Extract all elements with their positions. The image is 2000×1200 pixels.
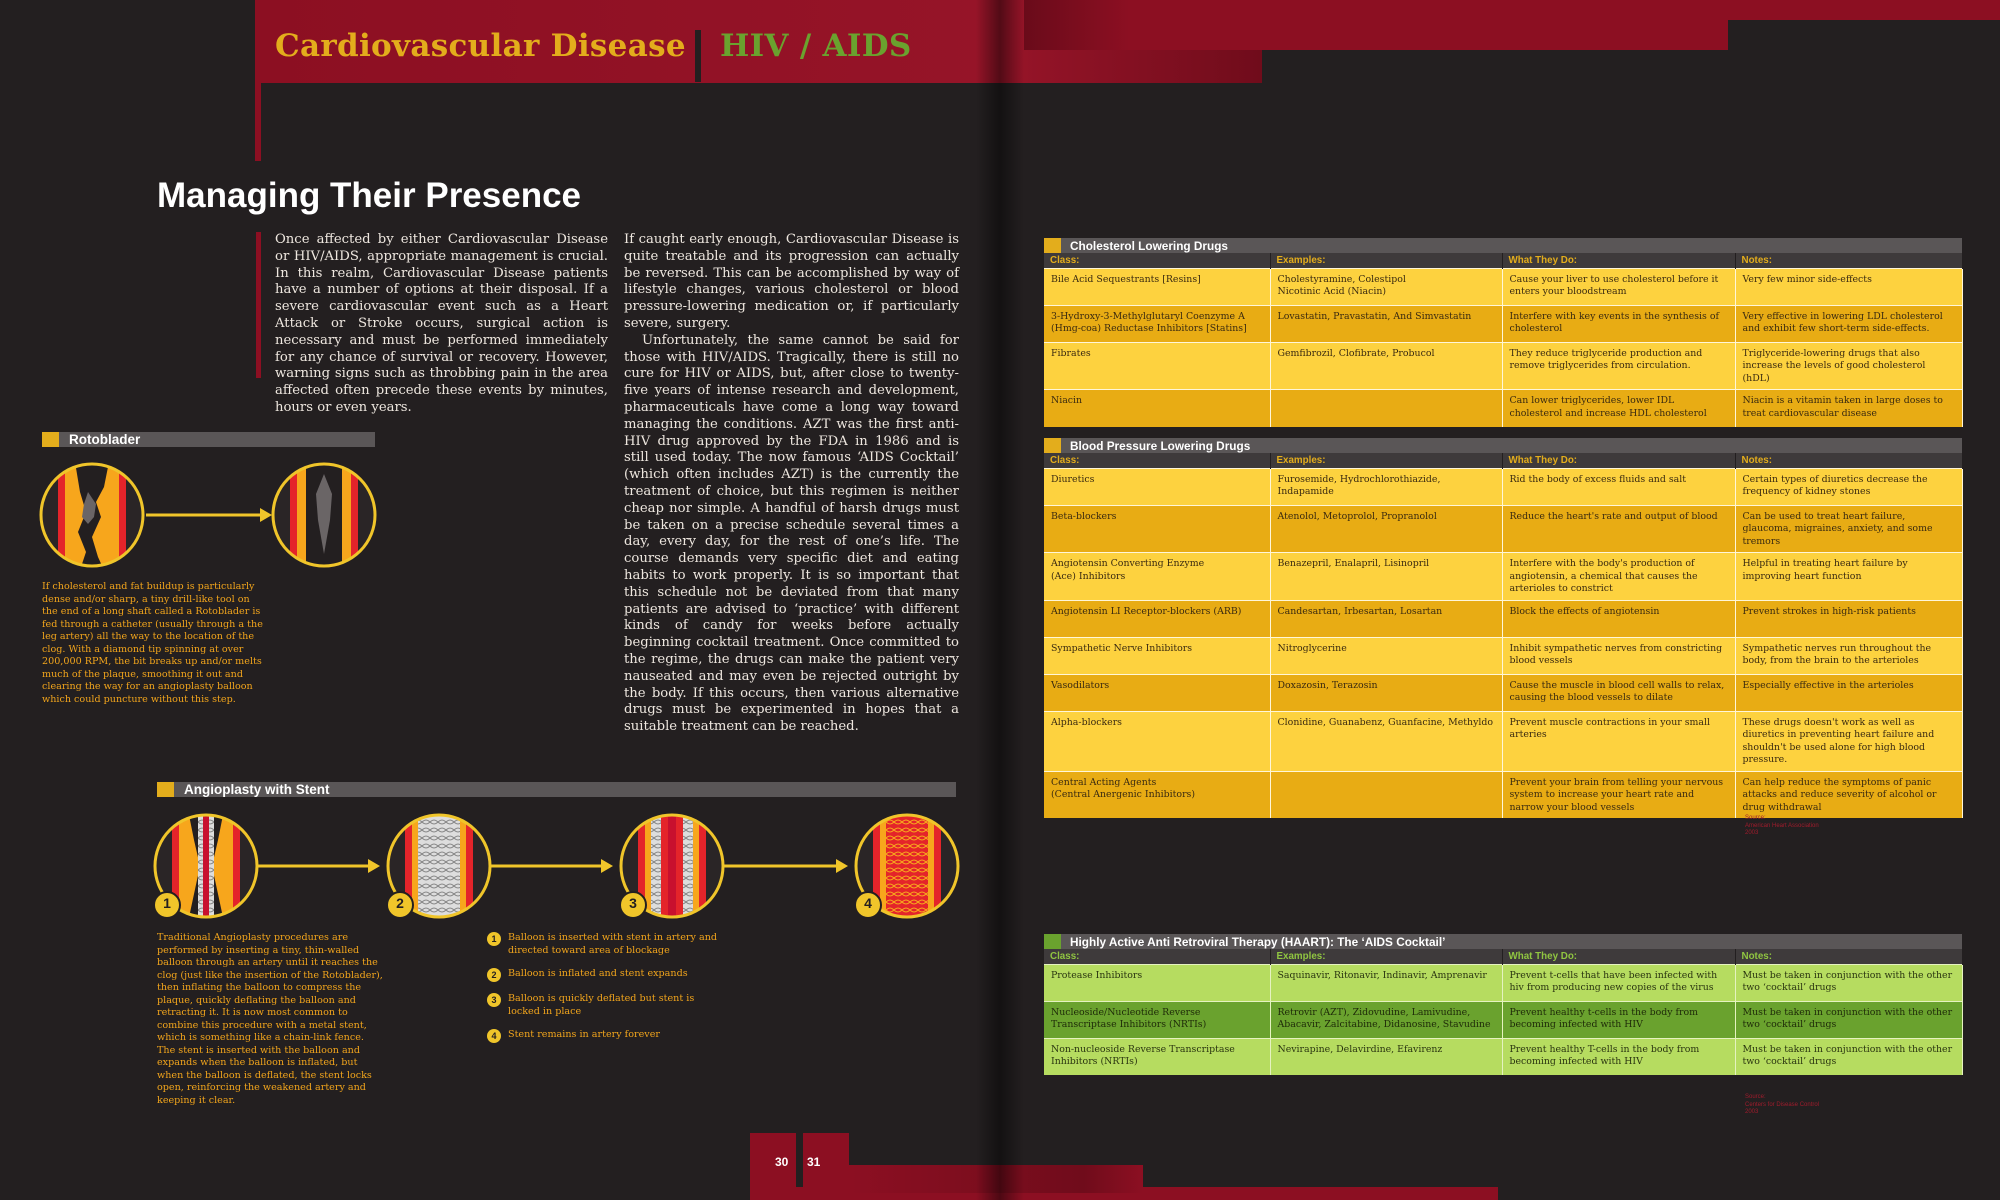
arrow-right-icon xyxy=(257,859,380,873)
table-cell: Protease Inhibitors xyxy=(1044,964,1270,1001)
table-cell: Interfere with key events in the synthesis of cholesterol xyxy=(1502,305,1735,342)
table-cell: Nitroglycerine xyxy=(1270,637,1502,674)
table-cell: Lovastatin, Pravastatin, And Simvastatin xyxy=(1270,305,1502,342)
table-cell: Alpha-blockers xyxy=(1044,711,1270,771)
table-row xyxy=(1044,637,1962,674)
data-table xyxy=(1044,253,1963,427)
table-cell: Candesartan, Irbesartan, Losartan xyxy=(1270,600,1502,637)
column-header: Notes: xyxy=(1735,453,1962,468)
table-cell: These drugs doesn't work as well as diuretics in preventing heart failure and shouldn't be used alone for high blood pressure. xyxy=(1735,711,1962,771)
table-cell: Prevent your brain from telling your nervous system to increase your heart rate and narrow your blood vessels xyxy=(1502,771,1735,818)
header-divider xyxy=(695,30,701,82)
column-header: Class: xyxy=(1044,453,1270,468)
column-header: Examples: xyxy=(1270,253,1502,268)
column-header: What They Do: xyxy=(1502,253,1735,268)
table-cell: Vasodilators xyxy=(1044,674,1270,711)
column-header: Examples: xyxy=(1270,453,1502,468)
body-paragraph-2: Unfortunately, the same cannot be said for those with HIV/AIDS. Tragically, there is still no cure for HIV or AIDS, but, after close to twenty-five years of intense research and development, pharmaceuticals have come a long way toward managing the conditions. AZT was the first anti-HIV drug approved by the FDA in 1986 and is still used today. The now famous ‘AIDS Cocktail’ (which often includes AZT) is the currently the treatment of choice, but this regimen is neither cheap nor simple. A handful of harsh drugs must be taken on a precise schedule several times a day, every day, for the rest of one’s life. The course demands very specific diet and eating habits to work properly. It is so important that this schedule not be deviated from that many patients are advised to ‘practice’ with different kinds of candy for weeks before actually beginning cocktail treatment. Once committed to the regime, the drugs can make the patient very nauseated and may even be rejected outright by the body. If this occurs, then various alternative drugs must be experimented in hopes that a suitable treatment can be reached. xyxy=(624,332,959,735)
arrow-right-icon xyxy=(490,859,613,873)
column-header: Class: xyxy=(1044,253,1270,268)
table-row xyxy=(1044,342,1962,390)
table-title-bar xyxy=(1044,238,1962,253)
blood-pressure-source: Source: American Heart Association 2003 xyxy=(1745,815,1819,836)
table-cell: Reduce the heart's rate and output of blood xyxy=(1502,505,1735,553)
table-cell: Gemfibrozil, Clofibrate, Probucol xyxy=(1270,342,1502,390)
table-row xyxy=(1044,468,1962,505)
table-header-row xyxy=(1044,253,1962,268)
table-body xyxy=(1044,268,1962,427)
column-header: Examples: xyxy=(1270,949,1502,964)
table-cell: Prevent strokes in high-risk patients xyxy=(1735,600,1962,637)
table-title-bar xyxy=(1044,438,1962,453)
table-header-row xyxy=(1044,949,1962,964)
intro-accent-bar xyxy=(256,232,261,378)
header-title-cardiovascular: Cardiovascular Disease xyxy=(275,28,686,64)
header-bar-right-tail xyxy=(1728,0,2000,20)
table-cell: Central Acting Agents (Central Anergenic Inhibitors) xyxy=(1044,771,1270,818)
table-cell: Benazepril, Enalapril, Lisinopril xyxy=(1270,553,1502,601)
table-cell: Saquinavir, Ritonavir, Indinavir, Amprenavir xyxy=(1270,964,1502,1001)
step-number-icon: 2 xyxy=(487,968,501,982)
table-row xyxy=(1044,553,1962,601)
table-row xyxy=(1044,1001,1962,1038)
body-column-right xyxy=(624,232,959,736)
step-item xyxy=(487,1029,727,1043)
angioplasty-steps-list xyxy=(487,932,727,1054)
step-badge-2: 2 xyxy=(396,895,404,911)
table-header-row xyxy=(1044,453,1962,468)
cholesterol-table-title: Cholesterol Lowering Drugs xyxy=(1070,238,1228,253)
page-number-tab-left xyxy=(750,1133,796,1193)
table-cell: Nucleoside/Nucleotide Reverse Transcriptase Inhibitors (NRTIs) xyxy=(1044,1001,1270,1038)
table-cell xyxy=(1270,390,1502,427)
table-cell: Fibrates xyxy=(1044,342,1270,390)
step-badge-4: 4 xyxy=(864,895,872,911)
table-row xyxy=(1044,1038,1962,1075)
column-header: Notes: xyxy=(1735,253,1962,268)
table-cell: Certain types of diuretics decrease the frequency of kidney stones xyxy=(1735,468,1962,505)
table-cell: Doxazosin, Terazosin xyxy=(1270,674,1502,711)
section-marker xyxy=(1044,238,1061,253)
table-cell: Furosemide, Hydrochlorothiazide, Indapamide xyxy=(1270,468,1502,505)
page-fold-shadow xyxy=(976,0,1024,1200)
step-text: Balloon is inserted with stent in artery and directed toward area of blockage xyxy=(508,932,718,956)
table-cell: Prevent healthy T-cells in the body from becoming infected with HIV xyxy=(1502,1038,1735,1075)
table-cell: Prevent t-cells that have been infected with hiv from producing new copies of the virus xyxy=(1502,964,1735,1001)
step-item xyxy=(487,993,727,1018)
angioplasty-diagram xyxy=(150,810,965,922)
angioplasty-title: Angioplasty with Stent xyxy=(184,782,330,797)
step-badge-3: 3 xyxy=(629,895,637,911)
header-notch xyxy=(261,83,1262,86)
table-cell: Bile Acid Sequestrants [Resins] xyxy=(1044,268,1270,305)
section-marker xyxy=(1044,934,1061,949)
column-header: What They Do: xyxy=(1502,949,1735,964)
data-table xyxy=(1044,949,1963,1075)
table-row xyxy=(1044,771,1962,818)
step-number-icon: 1 xyxy=(487,932,501,946)
page-title: Managing Their Presence xyxy=(157,176,582,215)
arrow-right-icon xyxy=(723,859,848,873)
table-cell: Very effective in lowering LDL cholesterol and exhibit few short-term side-effects. xyxy=(1735,305,1962,342)
table-row xyxy=(1044,268,1962,305)
table-cell: Diuretics xyxy=(1044,468,1270,505)
table-body xyxy=(1044,468,1962,818)
step-text: Balloon is quickly deflated but stent is locked in place xyxy=(508,993,695,1017)
rotoblader-section-bar xyxy=(42,432,375,447)
angioplasty-caption: Traditional Angioplasty procedures are performed by inserting a tiny, thin-walled balloon through an artery until it reaches the clog (just like the insertion of the Rotoblader), then inflating the balloon to compress the plaque, quickly deflating the balloon and retracting it. It is now most common to combine this procedure with a metal stent, which is something like a chain-link fence. The stent is inserted with the balloon and expands when the balloon is inflated, but when the balloon is deflated, the stent locks open, reinforcing the weakened artery and keeping it clear. xyxy=(157,932,383,1106)
table-cell: Angiotensin Converting Enzyme (Ace) Inhibitors xyxy=(1044,553,1270,601)
column-header: What They Do: xyxy=(1502,453,1735,468)
section-marker xyxy=(1044,438,1061,453)
table-cell: Triglyceride-lowering drugs that also increase the levels of good cholesterol (hDL) xyxy=(1735,342,1962,390)
column-header: Notes: xyxy=(1735,949,1962,964)
table-row xyxy=(1044,390,1962,427)
artery-cleared-icon xyxy=(268,462,383,570)
rotoblader-title: Rotoblader xyxy=(69,432,141,447)
footer-bar-right xyxy=(1143,1187,1498,1200)
blood-pressure-table xyxy=(1044,438,1962,818)
table-cell: Interfere with the body's production of angiotensin, a chemical that causes the arterioles to constrict xyxy=(1502,553,1735,601)
table-cell: Very few minor side-effects xyxy=(1735,268,1962,305)
data-table xyxy=(1044,453,1963,818)
table-cell: Nevirapine, Delavirdine, Efavirenz xyxy=(1270,1038,1502,1075)
table-body xyxy=(1044,964,1962,1075)
haart-source: Source: Centers for Disease Control 2003 xyxy=(1745,1094,1820,1115)
table-cell: Sympathetic nerves run throughout the body, from the brain to the arterioles xyxy=(1735,637,1962,674)
blood-pressure-table-title: Blood Pressure Lowering Drugs xyxy=(1070,438,1251,453)
step-item xyxy=(487,932,727,957)
table-row xyxy=(1044,711,1962,771)
table-cell: Prevent muscle contractions in your small arteries xyxy=(1502,711,1735,771)
section-marker xyxy=(42,432,59,447)
header-bar-right xyxy=(1024,0,1728,50)
table-cell: Cholestyramine, Colestipol Nicotinic Acid (Niacin) xyxy=(1270,268,1502,305)
table-title-bar xyxy=(1044,934,1962,949)
step-number-icon: 4 xyxy=(487,1029,501,1043)
table-cell: Can lower triglycerides, lower IDL cholesterol and increase HDL cholesterol xyxy=(1502,390,1735,427)
table-cell: Sympathetic Nerve Inhibitors xyxy=(1044,637,1270,674)
table-cell: Atenolol, Metoprolol, Propranolol xyxy=(1270,505,1502,553)
table-cell: Can help reduce the symptoms of panic attacks and reduce severity of alcohol or drug withdrawal xyxy=(1735,771,1962,818)
cholesterol-table xyxy=(1044,238,1962,427)
table-cell: Can be used to treat heart failure, glaucoma, migraines, anxiety, and some tremors xyxy=(1735,505,1962,553)
step-item xyxy=(487,968,727,982)
table-cell xyxy=(1270,771,1502,818)
haart-table xyxy=(1044,934,1962,1075)
table-cell: Angiotensin LI Receptor-blockers (ARB) xyxy=(1044,600,1270,637)
table-row xyxy=(1044,674,1962,711)
page-number-right: 31 xyxy=(807,1155,821,1169)
table-row xyxy=(1044,505,1962,553)
rotoblader-caption: If cholesterol and fat buildup is particularly dense and/or sharp, a tiny drill-like tool on the end of a long shaft called a Rotoblader is fed through a catheter (usually through a the leg artery) all the way to the location of the clog. With a diamond tip spinning at over 200,000 RPM, the bit breaks up and/or melts much of the plaque, smoothing it out and clearing the way for an angioplasty balloon which could puncture without this step. xyxy=(42,581,263,705)
table-cell: Block the effects of angiotensin xyxy=(1502,600,1735,637)
angioplasty-section-bar xyxy=(157,782,956,797)
table-cell: They reduce triglyceride production and remove triglycerides from circulation. xyxy=(1502,342,1735,390)
table-cell: Beta-blockers xyxy=(1044,505,1270,553)
footer-right-step xyxy=(849,1165,1143,1193)
table-row xyxy=(1044,600,1962,637)
step-text: Stent remains in artery forever xyxy=(508,1029,660,1040)
table-row xyxy=(1044,964,1962,1001)
table-cell: Non-nucleoside Reverse Transcriptase Inhibitors (NRTIs) xyxy=(1044,1038,1270,1075)
page-number-left: 30 xyxy=(775,1155,789,1169)
intro-paragraph: Once affected by either Cardiovascular Disease or HIV/AIDS, appropriate management is crucial. In this realm, Cardiovascular Disease patients have a number of options at their disposal. If a severe cardiovascular event such as a Heart Attack or Stroke occurs, surgical action is necessary and must be performed immediately for any chance of survival or recovery. However, warning signs such as throbbing pain in the area affected often precede these events by minutes, hours or even years. xyxy=(275,232,608,415)
step-number-icon: 3 xyxy=(487,993,501,1007)
table-cell: Cause the muscle in blood cell walls to relax, causing the blood vessels to dilate xyxy=(1502,674,1735,711)
table-cell: Helpful in treating heart failure by improving heart function xyxy=(1735,553,1962,601)
body-paragraph-1: If caught early enough, Cardiovascular Disease is quite treatable and its progression can actually be reversed. This can be accomplished by way of lifestyle changes, various cholesterol or blood pressure-lowering medication or, if particularly severe, surgery. xyxy=(624,232,959,331)
column-header: Class: xyxy=(1044,949,1270,964)
header-title-hiv-aids: HIV / AIDS xyxy=(720,28,912,64)
table-cell: Inhibit sympathetic nerves from constricting blood vessels xyxy=(1502,637,1735,674)
table-cell: Clonidine, Guanabenz, Guanfacine, Methyldo xyxy=(1270,711,1502,771)
table-cell: Cause your liver to use cholesterol before it enters your bloodstream xyxy=(1502,268,1735,305)
table-cell: Rid the body of excess fluids and salt xyxy=(1502,468,1735,505)
step-badge-1: 1 xyxy=(163,895,171,911)
table-cell: Niacin xyxy=(1044,390,1270,427)
table-row xyxy=(1044,305,1962,342)
header-left-stub xyxy=(255,83,261,161)
section-marker xyxy=(157,782,174,797)
table-cell: Must be taken in conjunction with the other two ‘cocktail’ drugs xyxy=(1735,1038,1962,1075)
table-cell: Must be taken in conjunction with the other two ‘cocktail’ drugs xyxy=(1735,1001,1962,1038)
table-cell: Niacin is a vitamin taken in large doses to treat cardiovascular disease xyxy=(1735,390,1962,427)
table-cell: Must be taken in conjunction with the other two ‘cocktail’ drugs xyxy=(1735,964,1962,1001)
table-cell: 3-Hydroxy-3-Methylglutaryl Coenzyme A (Hmg-coa) Reductase Inhibitors [Statins] xyxy=(1044,305,1270,342)
table-cell: Especially effective in the arterioles xyxy=(1735,674,1962,711)
haart-table-title: Highly Active Anti Retroviral Therapy (HAART): The ‘AIDS Cocktail’ xyxy=(1070,934,1446,949)
arrow-right-icon xyxy=(146,508,272,522)
table-cell: Prevent healthy t-cells in the body from becoming infected with HIV xyxy=(1502,1001,1735,1038)
rotoblader-diagram xyxy=(38,462,383,572)
step-text: Balloon is inflated and stent expands xyxy=(508,968,688,979)
table-cell: Retrovir (AZT), Zidovudine, Lamivudine, Abacavir, Zalcitabine, Didanosine, Stavudine xyxy=(1270,1001,1502,1038)
artery-clogged-icon xyxy=(38,462,146,570)
